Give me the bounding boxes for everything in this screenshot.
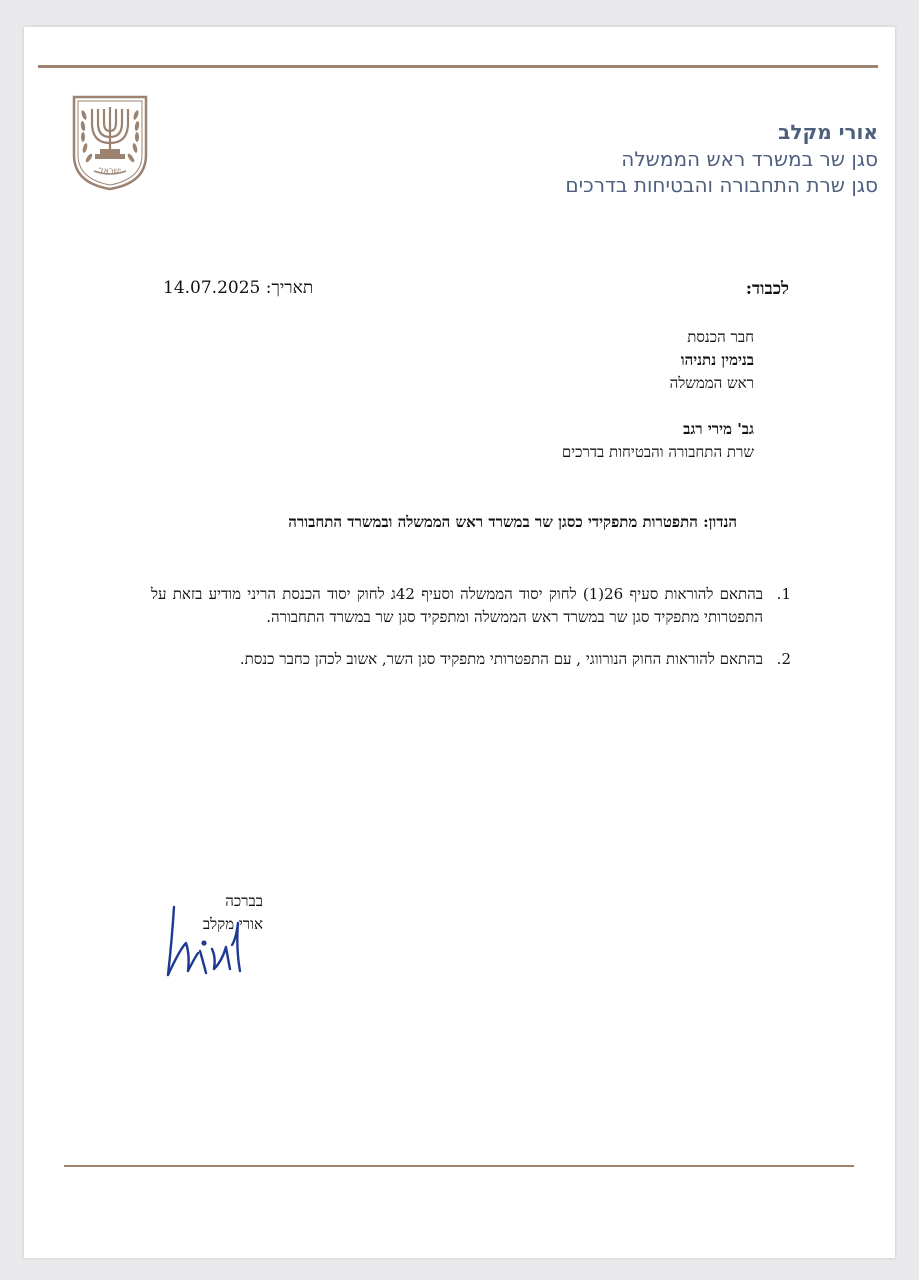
- body-items: [151, 583, 791, 690]
- recipient-1-title: חבר הכנסת: [687, 328, 754, 346]
- to-label: לכבוד:: [745, 279, 789, 299]
- bottom-divider: [64, 1165, 854, 1167]
- closing-greeting: בברכה: [225, 892, 263, 910]
- item-number: 2.: [776, 650, 791, 668]
- closing-name: אורי מקלב: [202, 915, 263, 933]
- item-number: 1.: [776, 585, 791, 603]
- recipient-1-position: ראש הממשלה: [669, 374, 754, 392]
- recipient-2-name: גב' מירי רגב: [683, 420, 754, 438]
- list-item: [151, 583, 791, 629]
- subject-line: הנדון: התפטרות מתפקידי כסגן שר במשרד ראש הממשלה ובמשרד התחבורה: [288, 513, 737, 531]
- list-item: [151, 648, 791, 671]
- handwritten-signature: [164, 899, 248, 981]
- letter-page: [24, 27, 895, 1258]
- recipients-block: [562, 326, 754, 464]
- svg-text:ישראל: ישראל: [99, 166, 121, 175]
- top-divider: [38, 65, 878, 68]
- letter-date: תאריך: 14.07.2025: [163, 278, 314, 298]
- sender-block: [565, 119, 878, 198]
- recipient-1-name: בנימין נתניהו: [680, 351, 754, 369]
- recipient-2-position: שרת התחבורה והבטיחות בדרכים: [561, 443, 754, 461]
- sender-role-1: סגן שר במשרד ראש הממשלה: [621, 147, 878, 171]
- sender-role-2: סגן שרת התחבורה והבטיחות בדרכים: [565, 173, 878, 197]
- sender-name: אורי מקלב: [778, 120, 878, 144]
- item-text: בהתאם להוראות החוק הנורווגי , עם התפטרותי מתפקיד סגן השר, אשוב לכהן כחבר כנסת.: [239, 650, 763, 668]
- item-text: בהתאם להוראות סעיף 26(1) לחוק יסוד הממשלה וסעיף 42ג לחוק יסוד הכנסת הריני מודיע בזאת על התפטרותי מתפקיד סגן שר במשרד ראש הממשלה ומתפקיד סגן שר במשרד התחבורה.: [151, 585, 763, 626]
- state-emblem-icon: [70, 93, 150, 191]
